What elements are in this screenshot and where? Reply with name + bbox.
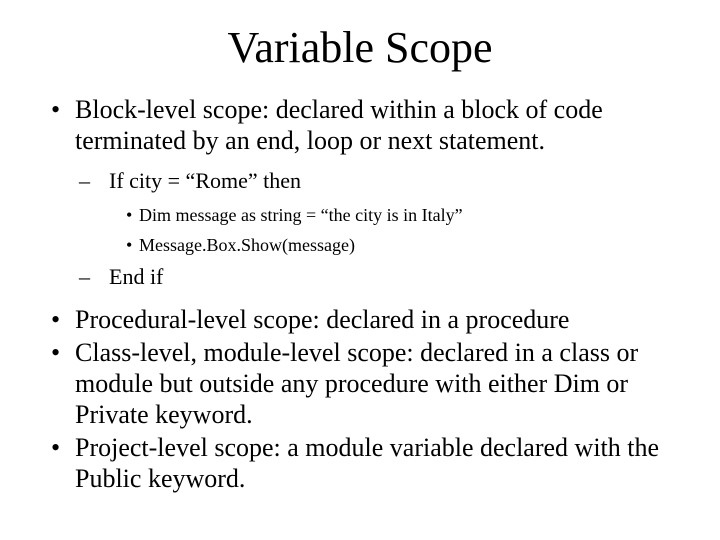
bullet-procedural-level-scope [48,304,688,335]
bullet-text: Procedural-level scope: declared in a procedure [75,305,570,334]
bullet-marker: • [51,338,61,367]
bullet-marker: • [51,433,61,462]
slide-title: Variable Scope [227,23,493,72]
bullet-marker: • [51,305,61,334]
dash-marker: – [79,264,90,289]
sub-sub-bullet-text: Message.Box.Show(message) [139,235,355,255]
bullet-marker: • [51,95,61,124]
bullet-block-level-scope [48,94,688,156]
sub-bullet-text: End if [109,264,164,289]
slide-content [48,94,688,496]
sub-sub-bullet-text: Dim message as string = “the city is in Italy” [139,205,463,225]
bullet-text: Block-level scope: declared within a block of code terminated by an end, loop or next statement. [75,95,603,155]
dash-marker: – [79,168,90,193]
bullet-project-level-scope [48,432,688,494]
sub-bullet-end-if [48,264,688,290]
sub-bullet-if-city [48,168,688,194]
bullet-marker: • [126,235,133,255]
sub-bullet-text: If city = “Rome” then [109,168,302,193]
bullet-text: Class-level, module-level scope: declared in a class or module but outside any procedure with either Dim or Private keyword. [75,338,639,429]
bullet-text: Project-level scope: a module variable declared with the Public keyword. [75,433,660,493]
bullet-class-level-scope [48,337,688,430]
sub-sub-bullet-message-box [48,234,688,256]
sub-sub-bullet-dim-message [48,204,688,226]
bullet-marker: • [126,205,133,225]
